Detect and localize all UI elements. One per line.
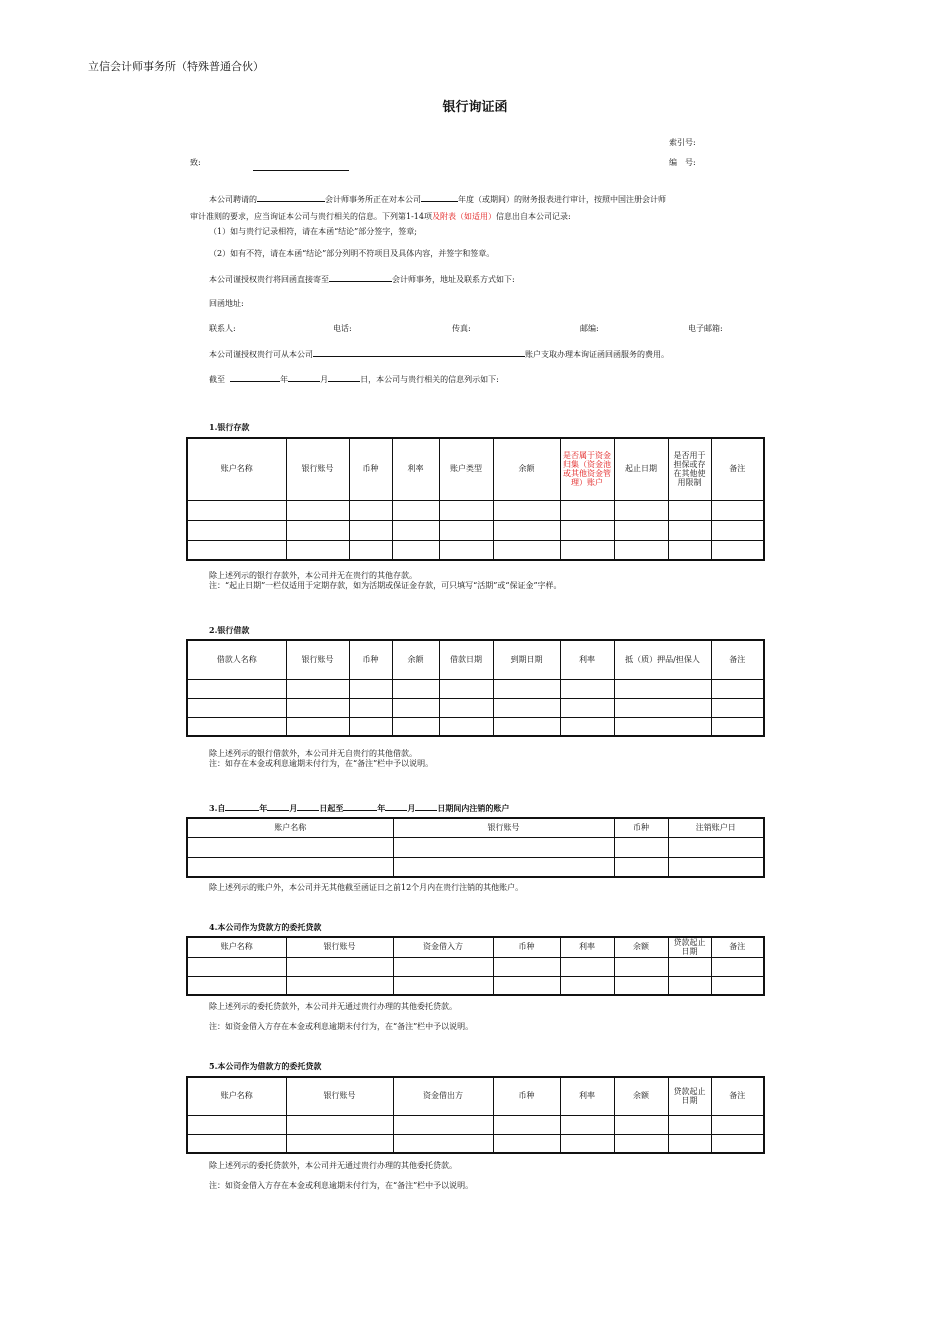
section-2-note-1: 除上述列示的银行借款外，本公司并无自贵行的其他借款。	[209, 749, 417, 758]
col-header: 借款人名称	[187, 640, 286, 679]
col-header: 备注	[711, 1077, 764, 1115]
col-header: 余额	[392, 640, 439, 679]
to-underline[interactable]	[253, 170, 349, 171]
col-header: 利率	[560, 640, 614, 679]
section-1-note-2: 注：“起止日期”一栏仅适用于定期存款，如为活期或保证金存款，可只填写“活期”或“保证金”字样。	[209, 581, 562, 590]
cutoff-day-blank[interactable]	[328, 373, 360, 382]
section-1-title: 1.银行存款	[209, 422, 250, 432]
section-2-note-2: 注：如存在本金或利息逾期未付行为，在“备注”栏中予以说明。	[209, 759, 434, 768]
closed-account-table	[186, 817, 765, 878]
paragraph-5: 本公司谨授权贵行将回函直接寄至 会计师事务，地址及联系方式如下:	[209, 275, 515, 284]
col-header: 借款日期	[439, 640, 493, 679]
to-label: 致:	[190, 158, 201, 167]
zip-label: 邮编:	[580, 324, 599, 333]
section-5-title: 5.本公司作为借款方的委托贷款	[209, 1061, 322, 1071]
col-header: 银行账号	[286, 937, 393, 957]
col-header: 资金借入方	[393, 937, 493, 957]
section-3-note-1: 除上述列示的账户外，本公司并无其他截至函证日之前12个月内在贵行注销的其他账户。	[209, 883, 524, 892]
page-title: 银行询证函	[442, 100, 508, 115]
col-header: 利率	[560, 1077, 614, 1115]
table-row[interactable]	[187, 857, 764, 877]
col-header: 币种	[349, 640, 392, 679]
table-row[interactable]	[187, 679, 764, 698]
col-header: 币种	[349, 438, 392, 500]
section-5-note-2: 注：如资金借入方存在本金或利息逾期未付行为，在“备注”栏中予以说明。	[209, 1181, 474, 1190]
contact-label: 联系人:	[209, 324, 236, 333]
cutoff-year-blank[interactable]	[230, 373, 280, 382]
col-header: 备注	[711, 438, 764, 500]
col-header: 银行账号	[286, 438, 349, 500]
section-4-note-1: 除上述列示的委托贷款外，本公司并无通过贵行办理的其他委托贷款。	[209, 1002, 457, 1011]
section-1-note-1: 除上述列示的银行存款外，本公司并无在贵行的其他存款。	[209, 571, 417, 580]
col-header: 银行账号	[286, 1077, 393, 1115]
section-4-title: 4.本公司作为贷款方的委托贷款	[209, 922, 322, 932]
col-header: 币种	[493, 937, 560, 957]
col-header: 账户名称	[187, 818, 393, 837]
col-header: 到期日期	[493, 640, 560, 679]
table-header-row	[187, 937, 764, 957]
col-header: 币种	[493, 1077, 560, 1115]
entrusted-loan-borrower-table	[186, 1076, 765, 1154]
phone-label: 电话:	[333, 324, 352, 333]
paragraph-4: （2）如有不符，请在本函“结论”部分列明不符项目及具体内容，并签字和签章。	[209, 249, 495, 258]
paragraph-7: 截至 年 月 日，本公司与贵行相关的信息列示如下:	[209, 375, 499, 384]
section-5-note-1: 除上述列示的委托贷款外，本公司并无通过贵行办理的其他委托贷款。	[209, 1161, 457, 1170]
index-label: 索引号:	[669, 138, 696, 147]
send-to-blank[interactable]	[329, 273, 392, 282]
table-row[interactable]	[187, 698, 764, 717]
email-label: 电子邮箱:	[688, 324, 723, 333]
col-header: 余额	[614, 937, 668, 957]
col-header: 账户名称	[187, 1077, 286, 1115]
table-row[interactable]	[187, 1134, 764, 1153]
paragraph-6: 本公司谨授权贵行可从本公司 账户支取办理本询证函回函服务的费用。	[209, 350, 669, 359]
col-header: 备注	[711, 937, 764, 957]
table-row[interactable]	[187, 976, 764, 995]
table-header-row	[187, 818, 764, 837]
paragraph-1: 本公司聘请的 会计师事务所正在对本公司 年度（或期间）的财务报表进行审计，按照中国注册会计师	[209, 195, 666, 204]
col-header: 利率	[392, 438, 439, 500]
table-row[interactable]	[187, 717, 764, 736]
to-month-blank[interactable]	[385, 802, 407, 811]
year-blank[interactable]	[421, 193, 458, 202]
firm-blank[interactable]	[257, 193, 325, 202]
table-header-row	[187, 1077, 764, 1115]
col-header: 注销账户日	[668, 818, 764, 837]
table-row[interactable]	[187, 520, 764, 540]
table-header-row	[187, 640, 764, 679]
to-year-blank[interactable]	[343, 802, 377, 811]
table-row[interactable]	[187, 957, 764, 976]
col-header: 账户类型	[439, 438, 493, 500]
col-header: 账户名称	[187, 937, 286, 957]
entrusted-loan-lender-table	[186, 936, 765, 996]
col-header: 利率	[560, 937, 614, 957]
col-header: 资金借出方	[393, 1077, 493, 1115]
cutoff-month-blank[interactable]	[288, 373, 320, 382]
number-label: 编 号:	[669, 158, 696, 167]
to-day-blank[interactable]	[415, 802, 437, 811]
col-header: 余额	[493, 438, 560, 500]
col-header: 贷款起止日期	[668, 1077, 711, 1115]
section-3-title: 3.自 年 月 日起至 年 月 日期间内注销的账户	[209, 803, 510, 813]
table-row[interactable]	[187, 1115, 764, 1134]
col-header: 币种	[614, 818, 668, 837]
from-year-blank[interactable]	[225, 802, 259, 811]
fax-label: 传真:	[452, 324, 471, 333]
firm-name: 立信会计师事务所（特殊普通合伙）	[88, 60, 264, 73]
col-header: 是否用于担保或存在其他使用限制	[668, 438, 711, 500]
paragraph-2: 审计准则的要求，应当询证本公司与贵行相关的信息。下列第1-14项及附表（如适用）信息出自本公司记录:	[190, 212, 571, 221]
table-row[interactable]	[187, 540, 764, 560]
col-header: 余额	[614, 1077, 668, 1115]
section-2-title: 2.银行借款	[209, 625, 250, 635]
col-header: 账户名称	[187, 438, 286, 500]
col-header: 银行账号	[393, 818, 614, 837]
col-header: 是否属于资金归集（资金池或其他资金管理）账户	[560, 438, 614, 500]
from-day-blank[interactable]	[297, 802, 319, 811]
col-header: 银行账号	[286, 640, 349, 679]
account-blank[interactable]	[313, 348, 525, 357]
col-header: 抵（质）押品/担保人	[614, 640, 711, 679]
col-header: 起止日期	[614, 438, 668, 500]
table-header-row	[187, 438, 764, 500]
reply-address-label: 回函地址:	[209, 299, 244, 308]
paragraph-3: （1）如与贵行记录相符，请在本函“结论”部分签字，签章;	[209, 227, 417, 236]
col-header: 备注	[711, 640, 764, 679]
loan-table	[186, 639, 765, 737]
table-row[interactable]	[187, 837, 764, 857]
deposit-table	[186, 437, 765, 561]
from-month-blank[interactable]	[267, 802, 289, 811]
section-4-note-2: 注：如资金借入方存在本金或利息逾期未付行为，在“备注”栏中予以说明。	[209, 1022, 474, 1031]
col-header: 贷款起止日期	[668, 937, 711, 957]
table-row[interactable]	[187, 500, 764, 520]
